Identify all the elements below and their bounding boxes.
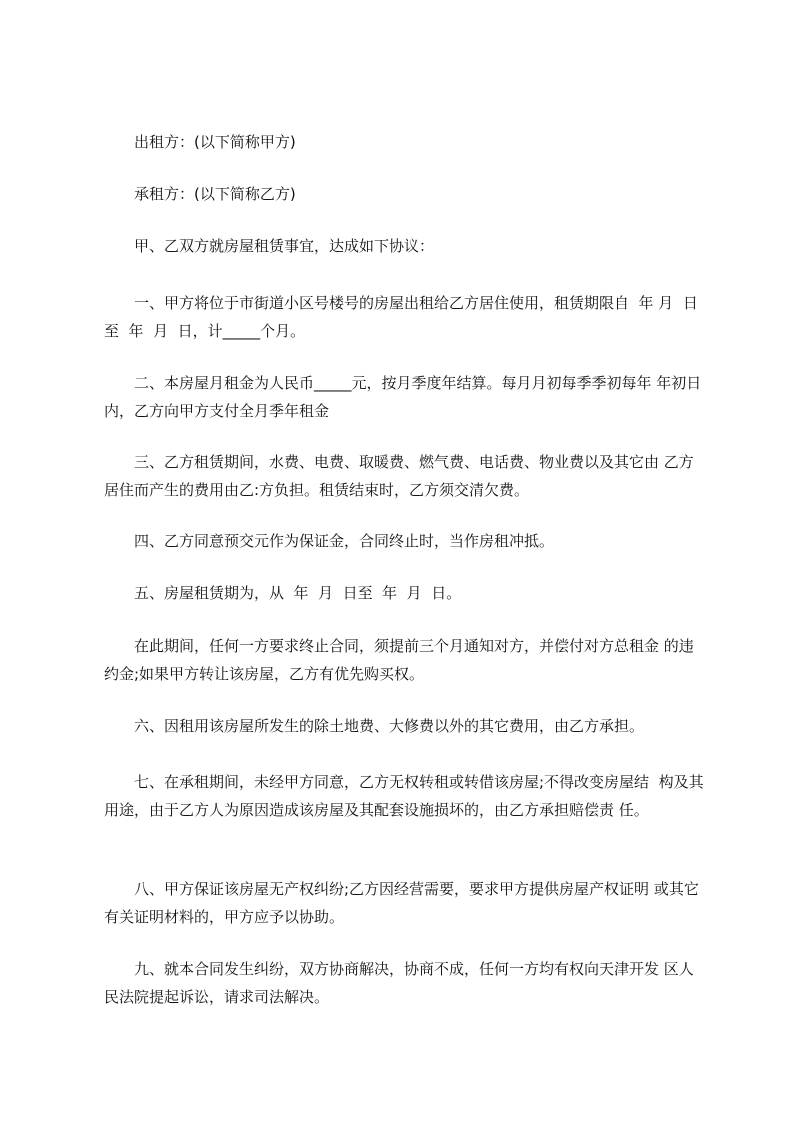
clause-2: 二、本房屋月租金为人民币_____元，按月季度年结算。每月月初每季季初每年 年初日内，乙方向甲方支付全月季年租金 xyxy=(104,374,702,420)
paragraph-agreement-intro: 甲、乙双方就房屋租赁事宜，达成如下协议： xyxy=(104,237,435,255)
clause-3: 三、乙方租赁期间，水费、电费、取暖费、燃气费、电话费、物业费以及其它由 乙方居住而产生的费用由乙:方负担。租赁结束时，乙方须交清欠费。 xyxy=(104,453,694,499)
clause-5: 五、房屋租赁期为，从 年 月 日至 年 月 日。 xyxy=(104,584,462,602)
clause-5-continuation: 在此期间，任何一方要求终止合同，须提前三个月通知对方，并偿付对方总租金 的违约金;如果甲方转让该房屋，乙方有优先购买权。 xyxy=(104,637,694,683)
paragraph-lessee: 承租方：(以下简称乙方) xyxy=(104,185,296,203)
paragraph-lessor: 出租方：(以下简称甲方) xyxy=(104,133,296,151)
clause-4: 四、乙方同意预交元作为保证金，合同终止时，当作房租冲抵。 xyxy=(104,532,555,550)
clause-1: 一、甲方将位于市街道小区号楼号的房屋出租给乙方居住使用，租赁期限自 年 月 日至 年 月 日，计_____个月。 xyxy=(104,294,698,340)
clause-7: 七、在承租期间，未经甲方同意，乙方无权转租或转借该房屋;不得改变房屋结 构及其用途，由于乙方人为原因造成该房屋及其配套设施损坏的，由乙方承担赔偿责 任。 xyxy=(104,773,704,819)
clause-8: 八、甲方保证该房屋无产权纠纷;乙方因经营需要，要求甲方提供房屋产权证明 或其它有关证明材料的，甲方应予以协助。 xyxy=(104,880,699,926)
clause-9: 九、就本合同发生纠纷，双方协商解决，协商不成，任何一方均有权向天津开发 区人民法院提起诉讼，请求司法解决。 xyxy=(104,960,694,1006)
clause-6: 六、因租用该房屋所发生的除土地费、大修费以外的其它费用，由乙方承担。 xyxy=(104,717,645,735)
